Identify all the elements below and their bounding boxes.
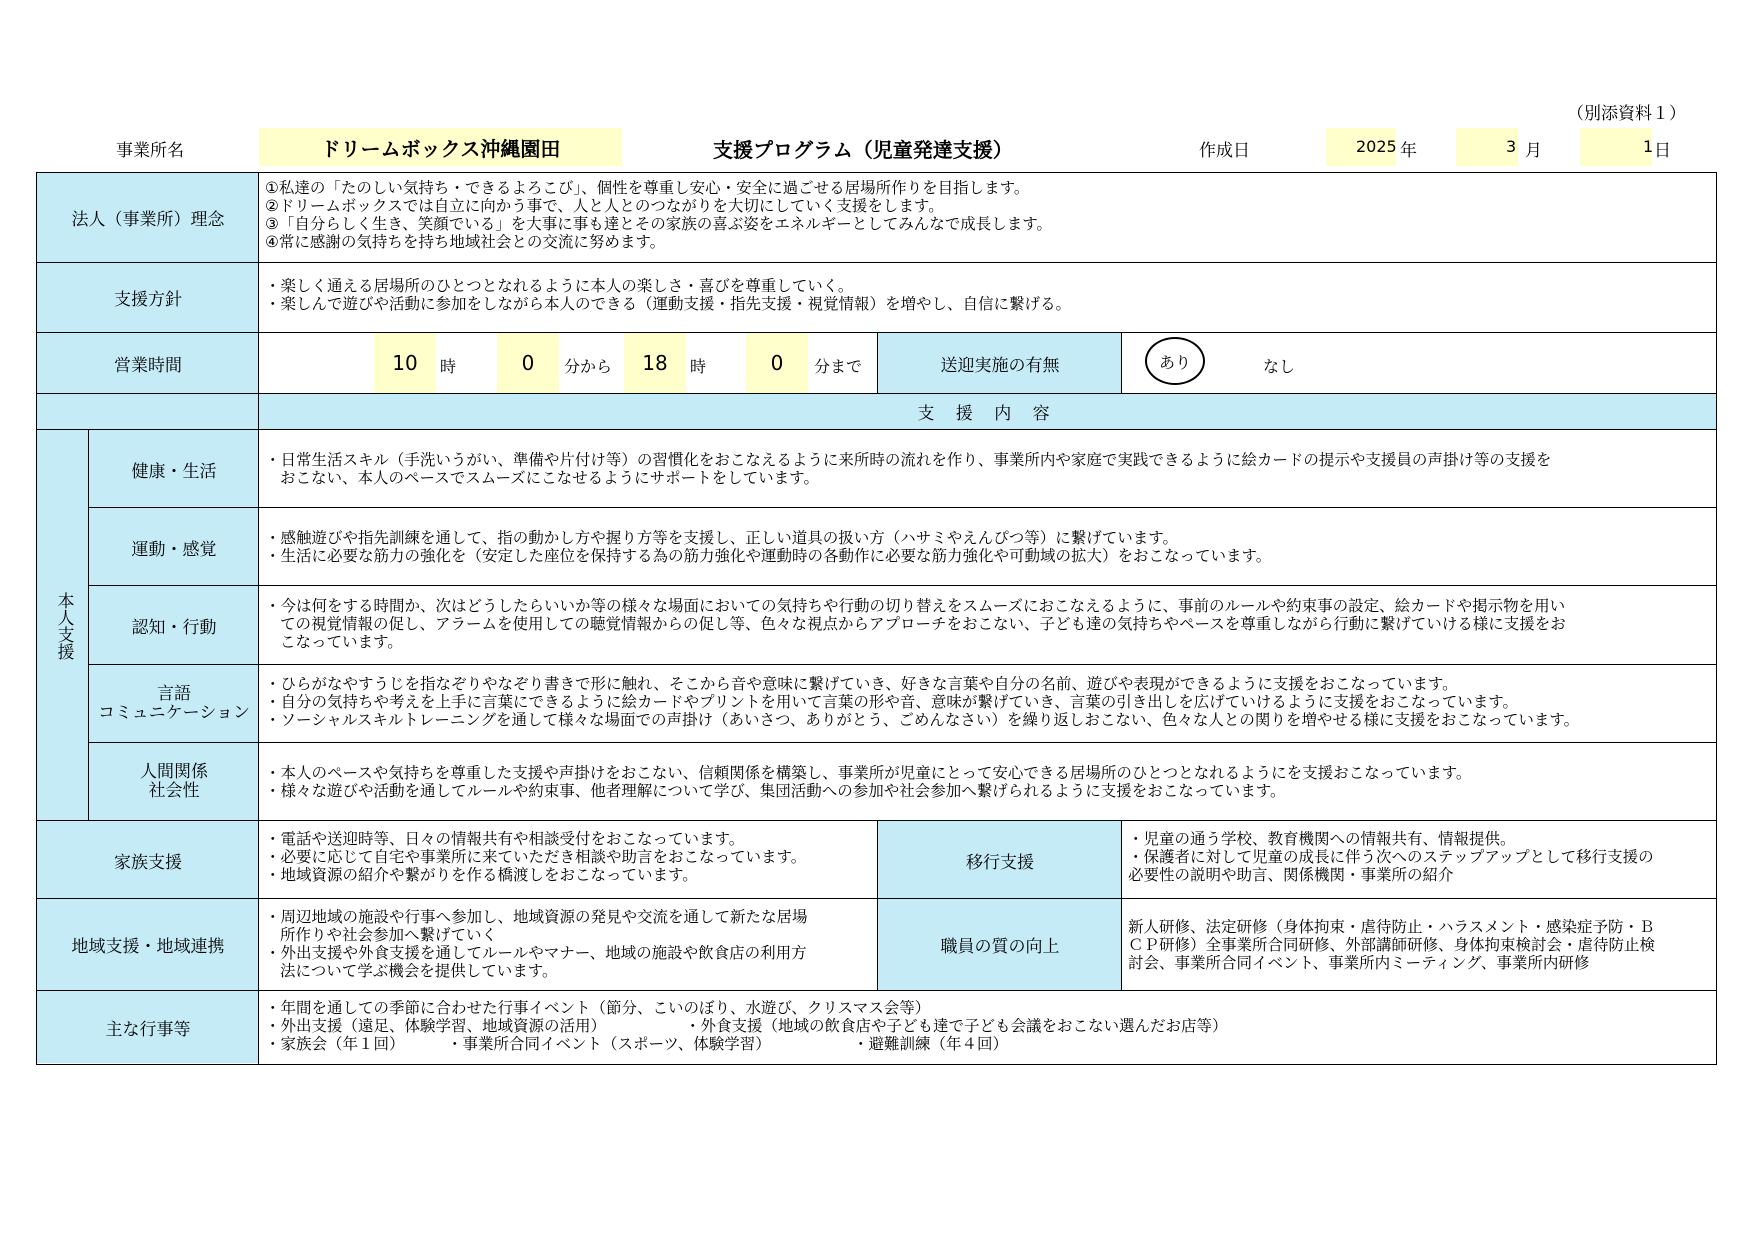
staff-quality-line: ＣＰ研修）全事業所合同研修、外部講師研修、身体拘束検討会・虐待防止検 [1128, 936, 1656, 954]
day-box [1580, 128, 1652, 166]
events-evacuation-drill: ・避難訓練（年４回） [853, 1035, 1009, 1053]
grid-line [37, 172, 1717, 173]
health-life-label: 健康・生活 [131, 461, 217, 482]
hour-unit-1: 時 [440, 357, 457, 376]
community-line: ・外出支援や外食支援を通してルールやマナー、地域の施設や飲食店の利用方 [265, 944, 807, 962]
community-line: 法について学ぶ機会を提供しています。 [280, 962, 558, 980]
language-label-line2: コミュニケーション [98, 703, 250, 723]
grid-line [89, 585, 1717, 586]
policy-label: 支援方針 [114, 290, 182, 310]
language-label-line1: 言語 [157, 684, 191, 704]
philosophy-label: 法人（事業所）理念 [71, 210, 225, 230]
transport-yes: あり [1158, 352, 1191, 372]
year-value: 2025 [1356, 137, 1397, 156]
transition-support-label: 移行支援 [966, 852, 1034, 873]
office-name [259, 128, 622, 166]
philosophy-line: ③「自分らしく生き、笑顔でいる」を大事に事も達とその家族の喜ぶ姿をエネルギーとしてみんなで成長します。 [265, 215, 1053, 233]
grid-line [37, 262, 1717, 263]
grid-line [37, 990, 1717, 991]
month-unit: 月 [1525, 141, 1542, 161]
start-minute: 0 [521, 351, 535, 375]
events-text [259, 996, 1716, 1053]
transition-line: ・児童の通う学校、教育機関への情報共有、情報提供。 [1128, 830, 1516, 848]
motor-sensory-label: 運動・感覚 [131, 539, 217, 560]
transport-no: なし [1263, 357, 1296, 376]
office-name-text: ドリームボックス沖縄園田 [320, 136, 561, 161]
events-line [265, 1035, 1710, 1053]
cognition-behavior-label: 認知・行動 [131, 617, 217, 638]
transition-line: 必要性の説明や助言、関係機関・事業所の紹介 [1128, 866, 1454, 884]
hour-unit-2: 時 [690, 357, 707, 376]
policy-line: ・楽しく通える居場所のひとつとなれるように本人の楽しさ・喜びを尊重していく。 [265, 277, 854, 295]
transport-label: 送迎実施の有無 [940, 355, 1060, 376]
cognition-behavior-text [259, 594, 1716, 651]
transition-support-text [1122, 827, 1716, 884]
community-support-label: 地域支援・地域連携 [71, 937, 225, 957]
appendix-label: （別添資料１） [1567, 104, 1686, 124]
grid-line [89, 664, 1717, 665]
community-line: ・周辺地域の施設や行事へ参加し、地域資源の発見や交流を通して新たな居場 [265, 908, 808, 926]
year-unit: 年 [1400, 141, 1417, 161]
hours-label: 営業時間 [114, 355, 182, 376]
motor-sensory-line: ・生活に必要な筋力の強化を（安定した座位を保持する為の筋力強化や運動時の各動作に必要な筋力強化や可動域の拡大）をおこなっています。 [265, 547, 1272, 565]
events-joint-event: ・事業所合同イベント（スポーツ、体験学習） [447, 1035, 771, 1053]
events-line: ・年間を通しての季節に合わせた行事イベント（節分、こいのぼり、水遊び、クリスマス会等） [265, 999, 931, 1017]
transition-line: ・保護者に対して児童の成長に伴う次へのステップアップとして移行支援の [1128, 848, 1654, 866]
month-value: 3 [1506, 137, 1517, 156]
relationships-label-line1: 人間関係 [140, 762, 208, 782]
personal-support-label [37, 430, 89, 821]
end-hour: 18 [642, 351, 668, 375]
cognition-behavior-line: ての視覚情報の促し、アラームを使用しての聴覚情報からの促し等、色々な視点からアプローチをおこない、子ども達の気持ちやペースを尊重しながら行動に繋げていける様に支援をお [280, 615, 1566, 633]
family-support-line: ・電話や送迎時等、日々の情報共有や相談受付をおこなっています。 [265, 830, 745, 848]
motor-sensory-text [259, 526, 1716, 565]
philosophy-line: ①私達の「たのしい気持ち・できるよろこび」、個性を尊重し安心・安全に過ごせる居場所作りを目指します。 [265, 179, 1030, 197]
relationships-line: ・様々な遊びや活動を通してルールや約束事、他者理解について学び、集団活動への参加や社会参加へ繋げられるように支援をおこなっています。 [265, 782, 1286, 800]
language-line: ・ひらがなやすうじを指なぞりやなぞり書きで形に触れ、そこから音や意味に繋げていき、好きな言葉や自分の名前、遊びや表現ができるように支援をおこなっています。 [265, 675, 1458, 693]
support-content-heading: 支 援 内 容 [917, 404, 1058, 424]
philosophy-text [259, 176, 1716, 251]
cognition-behavior-line: ・今は何をする時間か、次はどうしたらいいか等の様々な場面においての気持ちや行動の切り替えをスムーズにおこなえるように、事前のルールや約束事の設定、絵カードや掲示物を用い [265, 597, 1566, 615]
office-label: 事業所名 [116, 141, 184, 161]
created-label: 作成日 [1199, 141, 1250, 161]
staff-quality-line: 新人研修、法定研修（身体拘束・虐待防止・ハラスメント・感染症予防・Ｂ [1128, 918, 1655, 936]
motor-sensory-line: ・感触遊びや指先訓練を通して、指の動かし方や握り方等を支援し、正しい道具の扱い方（ハサミやえんぴつ等）に繋げています。 [265, 529, 1178, 547]
language-communication-text [259, 672, 1716, 729]
staff-quality-label: 職員の質の向上 [940, 937, 1060, 957]
grid-line [89, 507, 1717, 508]
events-family-meeting: ・家族会（年１回） [265, 1035, 405, 1053]
philosophy-line: ④常に感謝の気持ちを持ち地域社会との交流に努めます。 [265, 233, 666, 251]
philosophy-line: ②ドリームボックスでは自立に向かう事で、人と人とのつながりを大切にしていく支援をします。 [265, 197, 944, 215]
events-dining: ・外食支援（地域の飲食店や子ども達で子ども会議をおこない選んだお店等） [685, 1017, 1228, 1035]
family-support-line: ・地域資源の紹介や繋がりを作る橋渡しをおこなっています。 [265, 866, 698, 884]
grid-line [1716, 172, 1717, 1065]
relationships-label-line2: 社会性 [148, 781, 200, 801]
language-communication-label [89, 665, 259, 743]
relationships-social-label [89, 743, 259, 821]
family-support-line: ・必要に応じて自宅や事業所に来ていただき相談や助言をおこなっています。 [265, 848, 807, 866]
personal-support-label-text: 本人支援 [53, 591, 74, 660]
events-label: 主な行事等 [105, 1020, 191, 1040]
language-line: ・ソーシャルスキルトレーニングを通して様々な場面での声掛け（あいさつ、ありがとう、ごめんなさい）を繰り返しおこない、色々な人との関りを増やせる様に支援をおこなっています。 [265, 711, 1580, 729]
end-minute: 0 [770, 351, 784, 375]
health-life-line: おこない、本人のペースでスムーズにこなせるようにサポートをしています。 [280, 469, 819, 487]
day-unit: 日 [1654, 141, 1671, 161]
community-support-text [259, 905, 877, 980]
health-life-line: ・日常生活スキル（手洗いうがい、準備や片付け等）の習慣化をおこなえるように来所時の流れを作り、事業所内や家庭で実践できるように絵カードの提示や支援員の声掛け等の支援を [265, 451, 1552, 469]
family-support-text [259, 827, 877, 884]
transport-yes-circle [1145, 337, 1205, 385]
program-title: 支援プログラム（児童発達支援） [713, 138, 1013, 162]
events-outing: ・外出支援（遠足、体験学習、地域資源の活用） [265, 1017, 607, 1035]
community-line: 所作りや社会参加へ繋げていく [280, 926, 498, 944]
events-line [265, 1017, 1710, 1035]
family-support-label: 家族支援 [114, 852, 182, 873]
from-label: 分から [564, 357, 613, 376]
language-line: ・自分の気持ちや考えを上手に言葉にできるように絵カードやプリントを用いて言葉の形や音、意味が繋げていき、言葉の引き出しを広げていけるように支援をおこなっています。 [265, 693, 1519, 711]
day-value: 1 [1643, 137, 1654, 156]
policy-text [259, 274, 1716, 313]
health-life-text [259, 448, 1716, 487]
policy-line: ・楽しんで遊びや活動に参加をしながら本人のできる（運動支援・指先支援・視覚情報）を増やし、自信に繋げる。 [265, 295, 1072, 313]
cognition-behavior-line: こなっています。 [280, 633, 403, 651]
start-hour: 10 [392, 351, 418, 375]
staff-quality-text [1122, 915, 1716, 972]
staff-quality-line: 討会、事業所合同イベント、事業所内ミーティング、事業所内研修 [1128, 954, 1590, 972]
grid-line [37, 1064, 1717, 1065]
relationships-line: ・本人のペースや気持ちを尊重した支援や声掛けをおこない、信頼関係を構築し、事業所が児童にとって安心できる居場所のひとつとなれるようにを支援おこなっています。 [265, 764, 1472, 782]
grid-line [89, 742, 1717, 743]
until-label: 分まで [814, 357, 863, 376]
relationships-social-text [259, 761, 1716, 800]
